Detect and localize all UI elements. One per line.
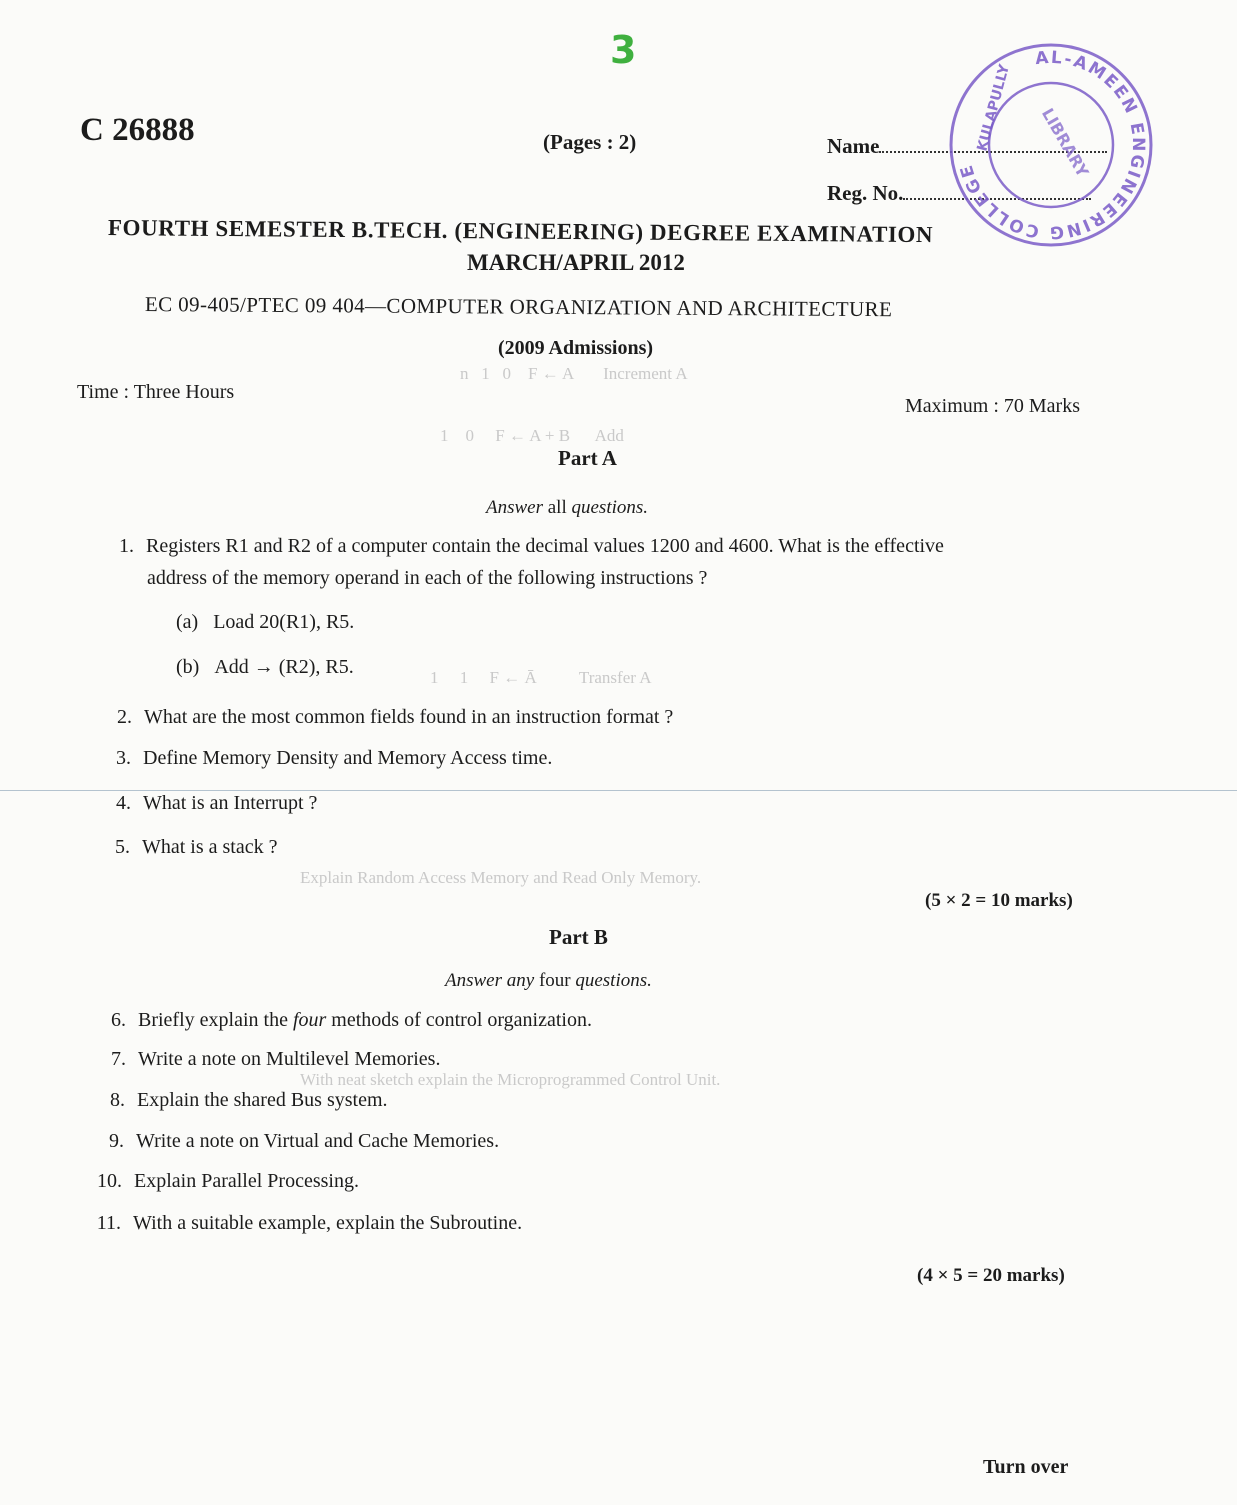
question-1-sub-a: (a) Load 20(R1), R5.: [176, 611, 355, 633]
question-4: 4. What is an Interrupt ?: [116, 792, 318, 814]
question-5: 5. What is a stack ?: [115, 836, 278, 858]
reg-no-label: Reg. No.: [827, 181, 904, 205]
part-b-instruction: Answer any four questions.: [445, 970, 652, 991]
bleed-through-text: n 1 0 F ← A Increment A: [460, 364, 688, 383]
question-1-continued: address of the memory operand in each of the following instructions ?: [147, 567, 708, 589]
name-label: Name: [827, 134, 880, 158]
part-b-marks: (4 × 5 = 20 marks): [917, 1265, 1065, 1286]
question-10: 10. Explain Parallel Processing.: [97, 1170, 359, 1192]
part-a-marks: (5 × 2 = 10 marks): [925, 890, 1073, 911]
subject-line: EC 09-405/PTEC 09 404—COMPUTER ORGANIZATION AND ARCHITECTURE: [144, 292, 893, 322]
question-6: 6. Briefly explain the four methods of control organization.: [111, 1009, 592, 1031]
question-3: 3. Define Memory Density and Memory Access time.: [116, 747, 553, 769]
admissions-line: (2009 Admissions): [498, 337, 654, 359]
question-1-sub-b: (b) Add → (R2), R5.: [176, 656, 354, 678]
question-7: 7. Write a note on Multilevel Memories.: [111, 1048, 441, 1070]
question-9: 9. Write a note on Virtual and Cache Memories.: [109, 1130, 500, 1152]
question-11: 11. With a suitable example, explain the Subroutine.: [96, 1212, 523, 1234]
time-allowed: Time : Three Hours: [77, 381, 235, 403]
question-1: 1. Registers R1 and R2 of a computer contain the decimal values 1200 and 4600. What is the effective: [119, 535, 944, 557]
sheet-number: 3: [610, 28, 637, 72]
bleed-through-text: 1 1 F ← Ā Transfer A: [430, 668, 652, 687]
library-stamp: [948, 42, 1154, 248]
exam-session: MARCH/APRIL 2012: [467, 250, 685, 275]
part-b-heading: Part B: [549, 925, 608, 949]
question-8: 8. Explain the shared Bus system.: [110, 1089, 388, 1111]
stamp-side-text: KULAPULLY: [974, 62, 1013, 154]
bleed-through-text: 1 0 F ← A + B Add: [440, 426, 624, 445]
question-2: 2. What are the most common fields found in an instruction format ?: [117, 706, 674, 728]
bleed-through-text: With neat sketch explain the Microprogrammed Control Unit.: [300, 1070, 721, 1089]
stamp-center-text: LIBRARY: [1037, 104, 1093, 181]
stamp-ring-text: AL-AMEEN ENGINEERING COLLEGE: [956, 47, 1149, 243]
maximum-marks: Maximum : 70 Marks: [905, 395, 1080, 417]
page-count: (Pages : 2): [543, 130, 637, 154]
paper-code: C 26888: [80, 112, 195, 148]
part-a-heading: Part A: [558, 446, 617, 470]
exam-title: FOURTH SEMESTER B.TECH. (ENGINEERING) DEGREE EXAMINATION: [107, 215, 934, 248]
turn-over-note: Turn over: [983, 1456, 1069, 1478]
bleed-through-text: Explain Random Access Memory and Read Only Memory.: [300, 868, 702, 887]
part-a-instruction: Answer all questions.: [486, 497, 649, 518]
